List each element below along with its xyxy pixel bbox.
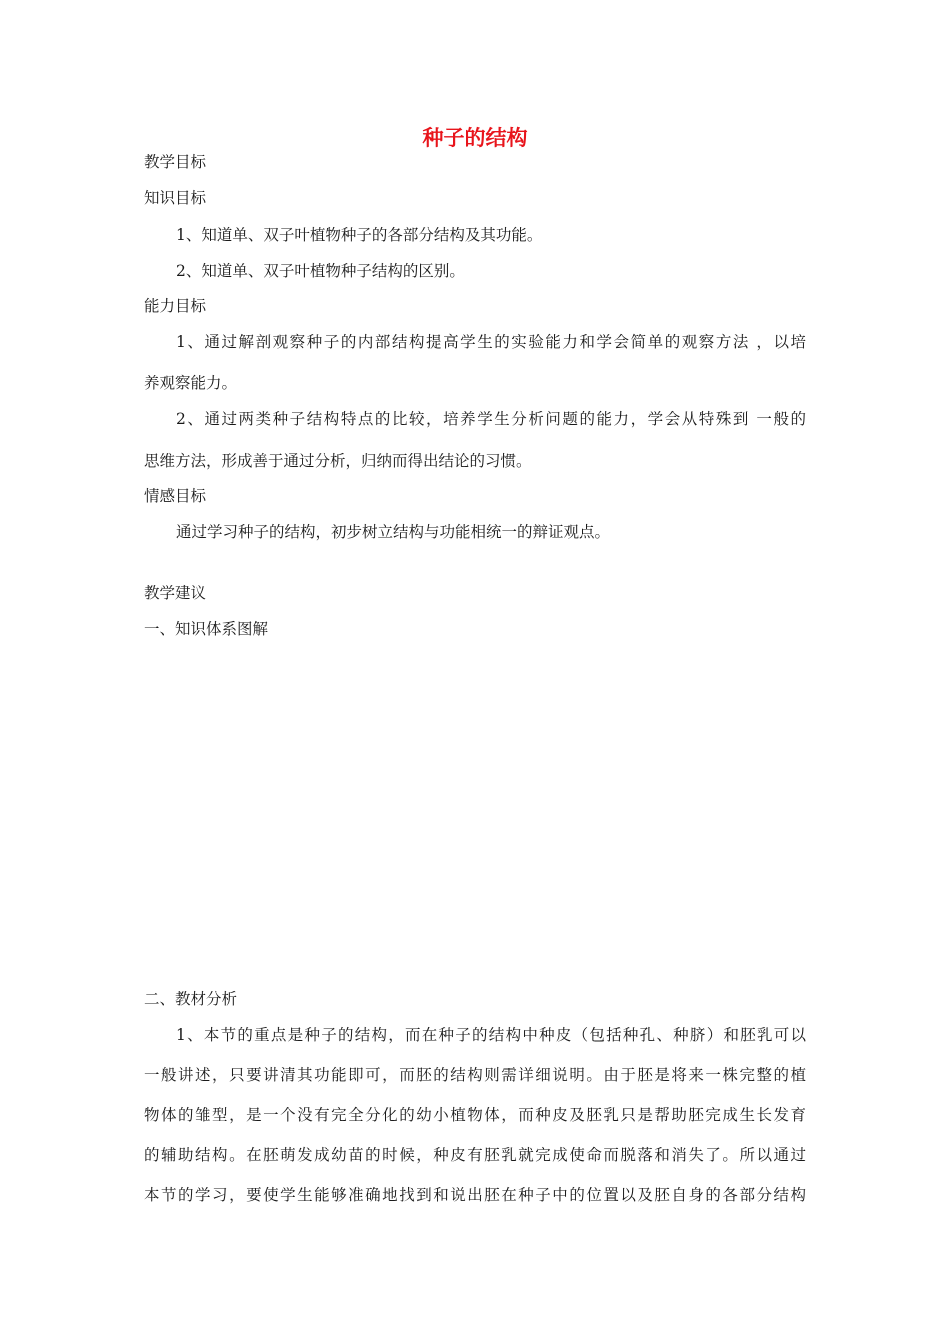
ability-goal-item-1-line-1: 1、通过解剖观察种子的内部结构提高学生的实验能力和学会简单的观察方法 ，以培	[176, 333, 806, 351]
ability-goal-item-2-line-2: 思维方法，形成善于通过分析，归纳而得出结论的习惯。	[144, 452, 532, 470]
textbook-analysis-heading: 二、教材分析	[144, 990, 238, 1008]
page-title: 种子的结构	[422, 126, 528, 150]
emotion-goals-heading: 情感目标	[144, 487, 207, 505]
analysis-line: 本节的学习，要使学生能够准确地找到和说出胚在种子中的位置以及胚自身的各部分结构	[144, 1186, 806, 1204]
analysis-line: 一般讲述，只要讲清其功能即可，而胚的结构则需详细说明。由于胚是将来一株完整的植	[144, 1066, 806, 1084]
teaching-goals-heading: 教学目标	[144, 153, 207, 171]
analysis-line: 1、本节的重点是种子的结构，而在种子的结构中种皮（包括种孔、种脐）和胚乳可以	[176, 1026, 806, 1044]
ability-goal-item-2-line-1: 2、通过两类种子结构特点的比较，培养学生分析问题的能力，学会从特殊到 一般的	[176, 410, 806, 428]
knowledge-goal-item: 1、知道单、双子叶植物种子的各部分结构及其功能。	[176, 226, 543, 244]
analysis-line: 的辅助结构。在胚萌发成幼苗的时候，种皮有胚乳就完成使命而脱落和消失了。所以通过	[144, 1146, 806, 1164]
emotion-goal-item: 通过学习种子的结构，初步树立结构与功能相统一的辩证观点。	[176, 523, 611, 541]
knowledge-goals-heading: 知识目标	[144, 189, 207, 207]
knowledge-diagram-placeholder	[144, 650, 806, 970]
knowledge-system-heading: 一、知识体系图解	[144, 620, 269, 638]
analysis-line: 物体的雏型，是一个没有完全分化的幼小植物体，而种皮及胚乳只是帮助胚完成生长发育	[144, 1106, 806, 1124]
knowledge-goal-item: 2、知道单、双子叶植物种子结构的区别。	[176, 262, 465, 280]
ability-goal-item-1-line-2: 养观察能力。	[144, 374, 238, 392]
teaching-suggestions-heading: 教学建议	[144, 584, 207, 602]
ability-goals-heading: 能力目标	[144, 297, 207, 315]
